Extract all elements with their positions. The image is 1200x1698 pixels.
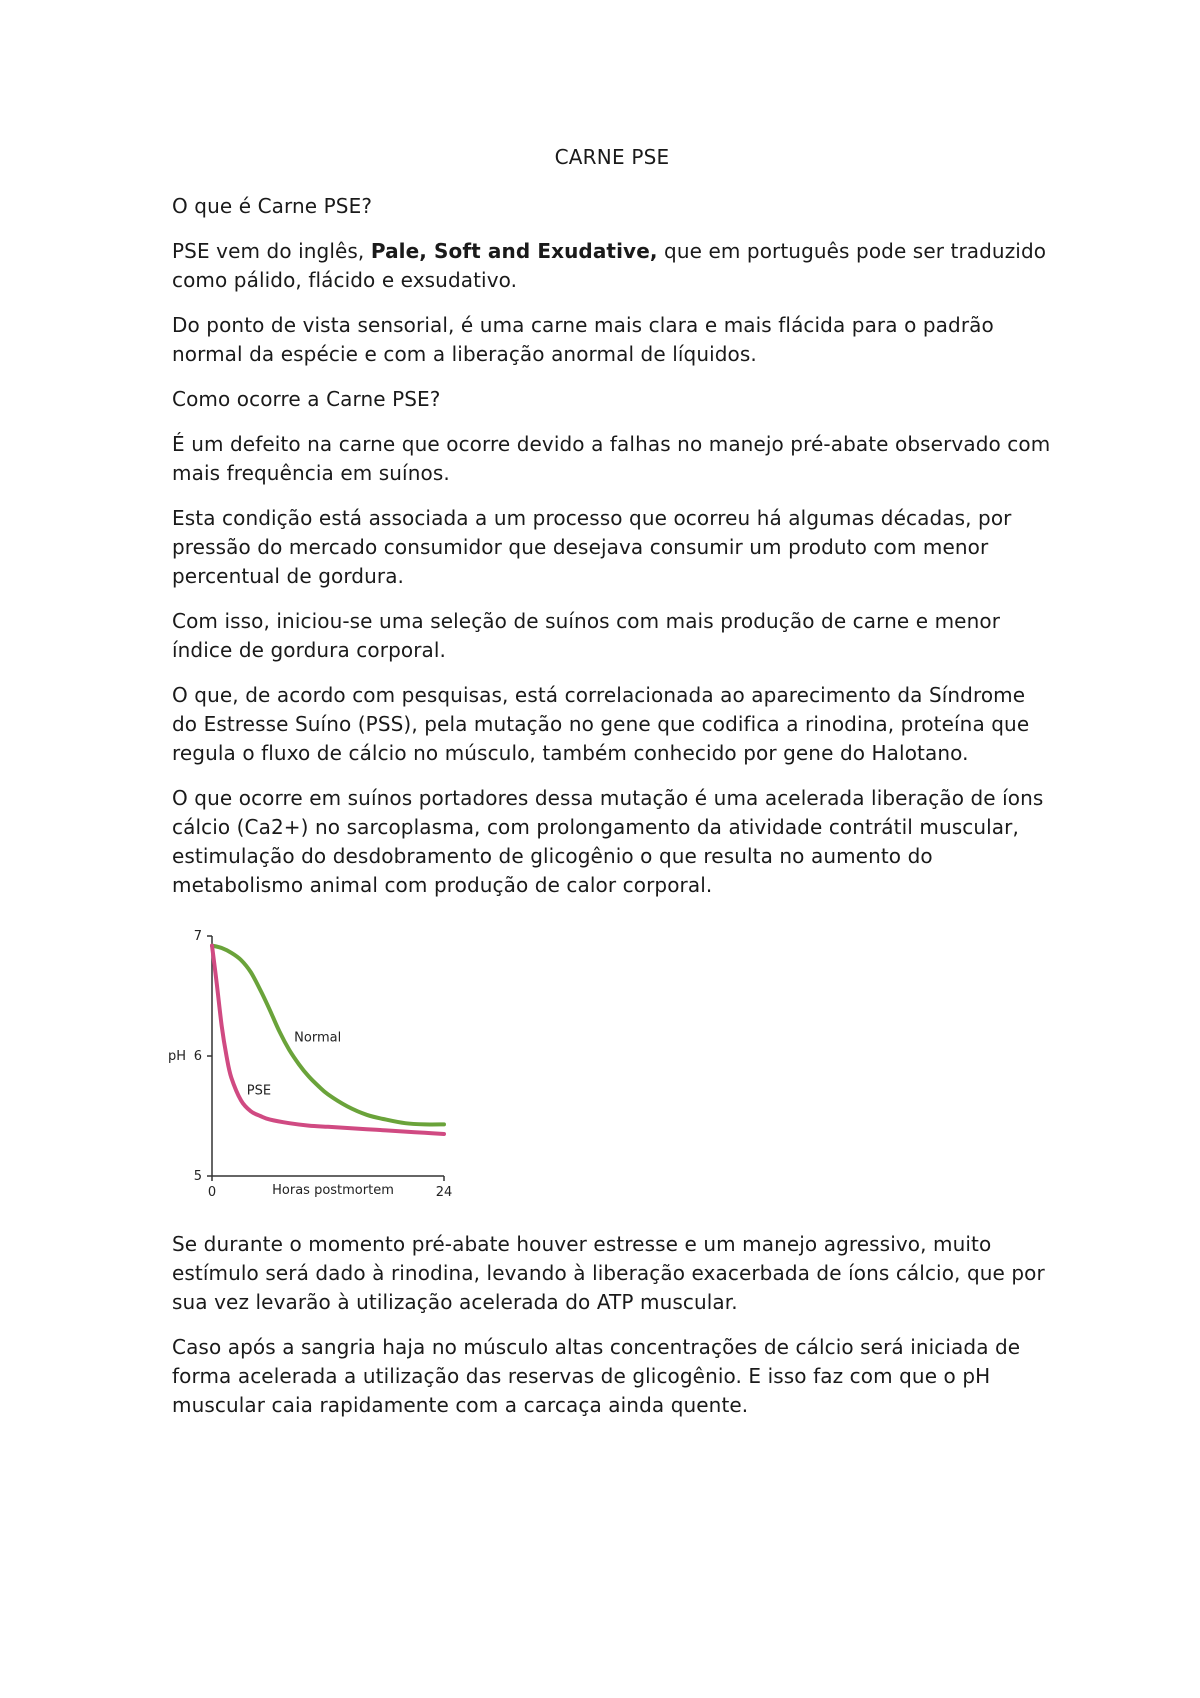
paragraph-pse-definition	[172, 237, 1052, 295]
document-page	[168, 142, 1052, 1436]
x-axis-label: Horas postmortem	[272, 1183, 394, 1198]
paragraph-pss-syndrome: O que, de acordo com pesquisas, está correlacionada ao aparecimento da Síndrome do Estresse Suíno (PSS), pela mutação no gene que codifica a rinodina, proteína que regula o fluxo de cálcio no músculo, também conhecido por gene do Halotano.	[172, 683, 1030, 765]
paragraph-market-pressure: Esta condição está associada a um processo que ocorreu há algumas décadas, por pressão do mercado consumidor que desejava consumir um produto com menor percentual de gordura.	[172, 506, 1012, 588]
paragraph-stress-preslaughter: Se durante o momento pré-abate houver estresse e um manejo agressivo, muito estímulo será dado à rinodina, levando à liberação exacerbada de íons cálcio, que por sua vez levarão à utilização acelerada do ATP muscular.	[172, 1232, 1045, 1314]
y-tick-label: 7	[193, 929, 202, 944]
y-tick-label: 6	[193, 1049, 202, 1064]
pse-definition-pre: PSE vem do inglês,	[172, 239, 371, 263]
paragraph-sensorial: Do ponto de vista sensorial, é uma carne mais clara e mais flácida para o padrão normal da espécie e com a liberação anormal de líquidos.	[172, 313, 994, 366]
pse-english-terms: Pale, Soft and Exudative,	[370, 239, 658, 263]
series-label-normal: Normal	[294, 1030, 342, 1046]
ph-decline-chart	[164, 916, 494, 1216]
paragraph-defect: É um defeito na carne que ocorre devido a falhas no manejo pré-abate observado com mais frequência em suínos.	[172, 432, 1051, 485]
paragraph-bleeding: Caso após a sangria haja no músculo altas concentrações de cálcio será iniciada de forma acelerada a utilização das reservas de glicogênio. E isso faz com que o pH muscular caia rapidamente com a carcaça ainda quente.	[172, 1335, 1021, 1417]
paragraph-calcium-release: O que ocorre em suínos portadores dessa mutação é uma acelerada liberação de íons cálcio (Ca2+) no sarcoplasma, com prolongamento da atividade contrátil muscular, estimulação do desdobramento de glicogênio o que resulta no aumento do metabolismo animal com produção de calor corporal.	[172, 786, 1044, 897]
y-tick-label: 5	[193, 1169, 202, 1184]
series-label-pse: PSE	[246, 1083, 272, 1099]
document-title: CARNE PSE	[554, 145, 670, 169]
question-how-pse-occurs: Como ocorre a Carne PSE?	[172, 387, 441, 411]
pse-definition-post: que em português pode ser traduzido como pálido, flácido e exsudativo.	[172, 239, 1047, 292]
x-tick-label: 24	[435, 1185, 453, 1200]
x-tick-label: 0	[207, 1185, 217, 1200]
ph-chart-svg	[164, 916, 494, 1216]
y-axis-label: pH	[168, 1049, 187, 1064]
paragraph-selection: Com isso, iniciou-se uma seleção de suínos com mais produção de carne e menor índice de gordura corporal.	[172, 609, 1001, 662]
question-what-is-pse: O que é Carne PSE?	[172, 194, 373, 218]
